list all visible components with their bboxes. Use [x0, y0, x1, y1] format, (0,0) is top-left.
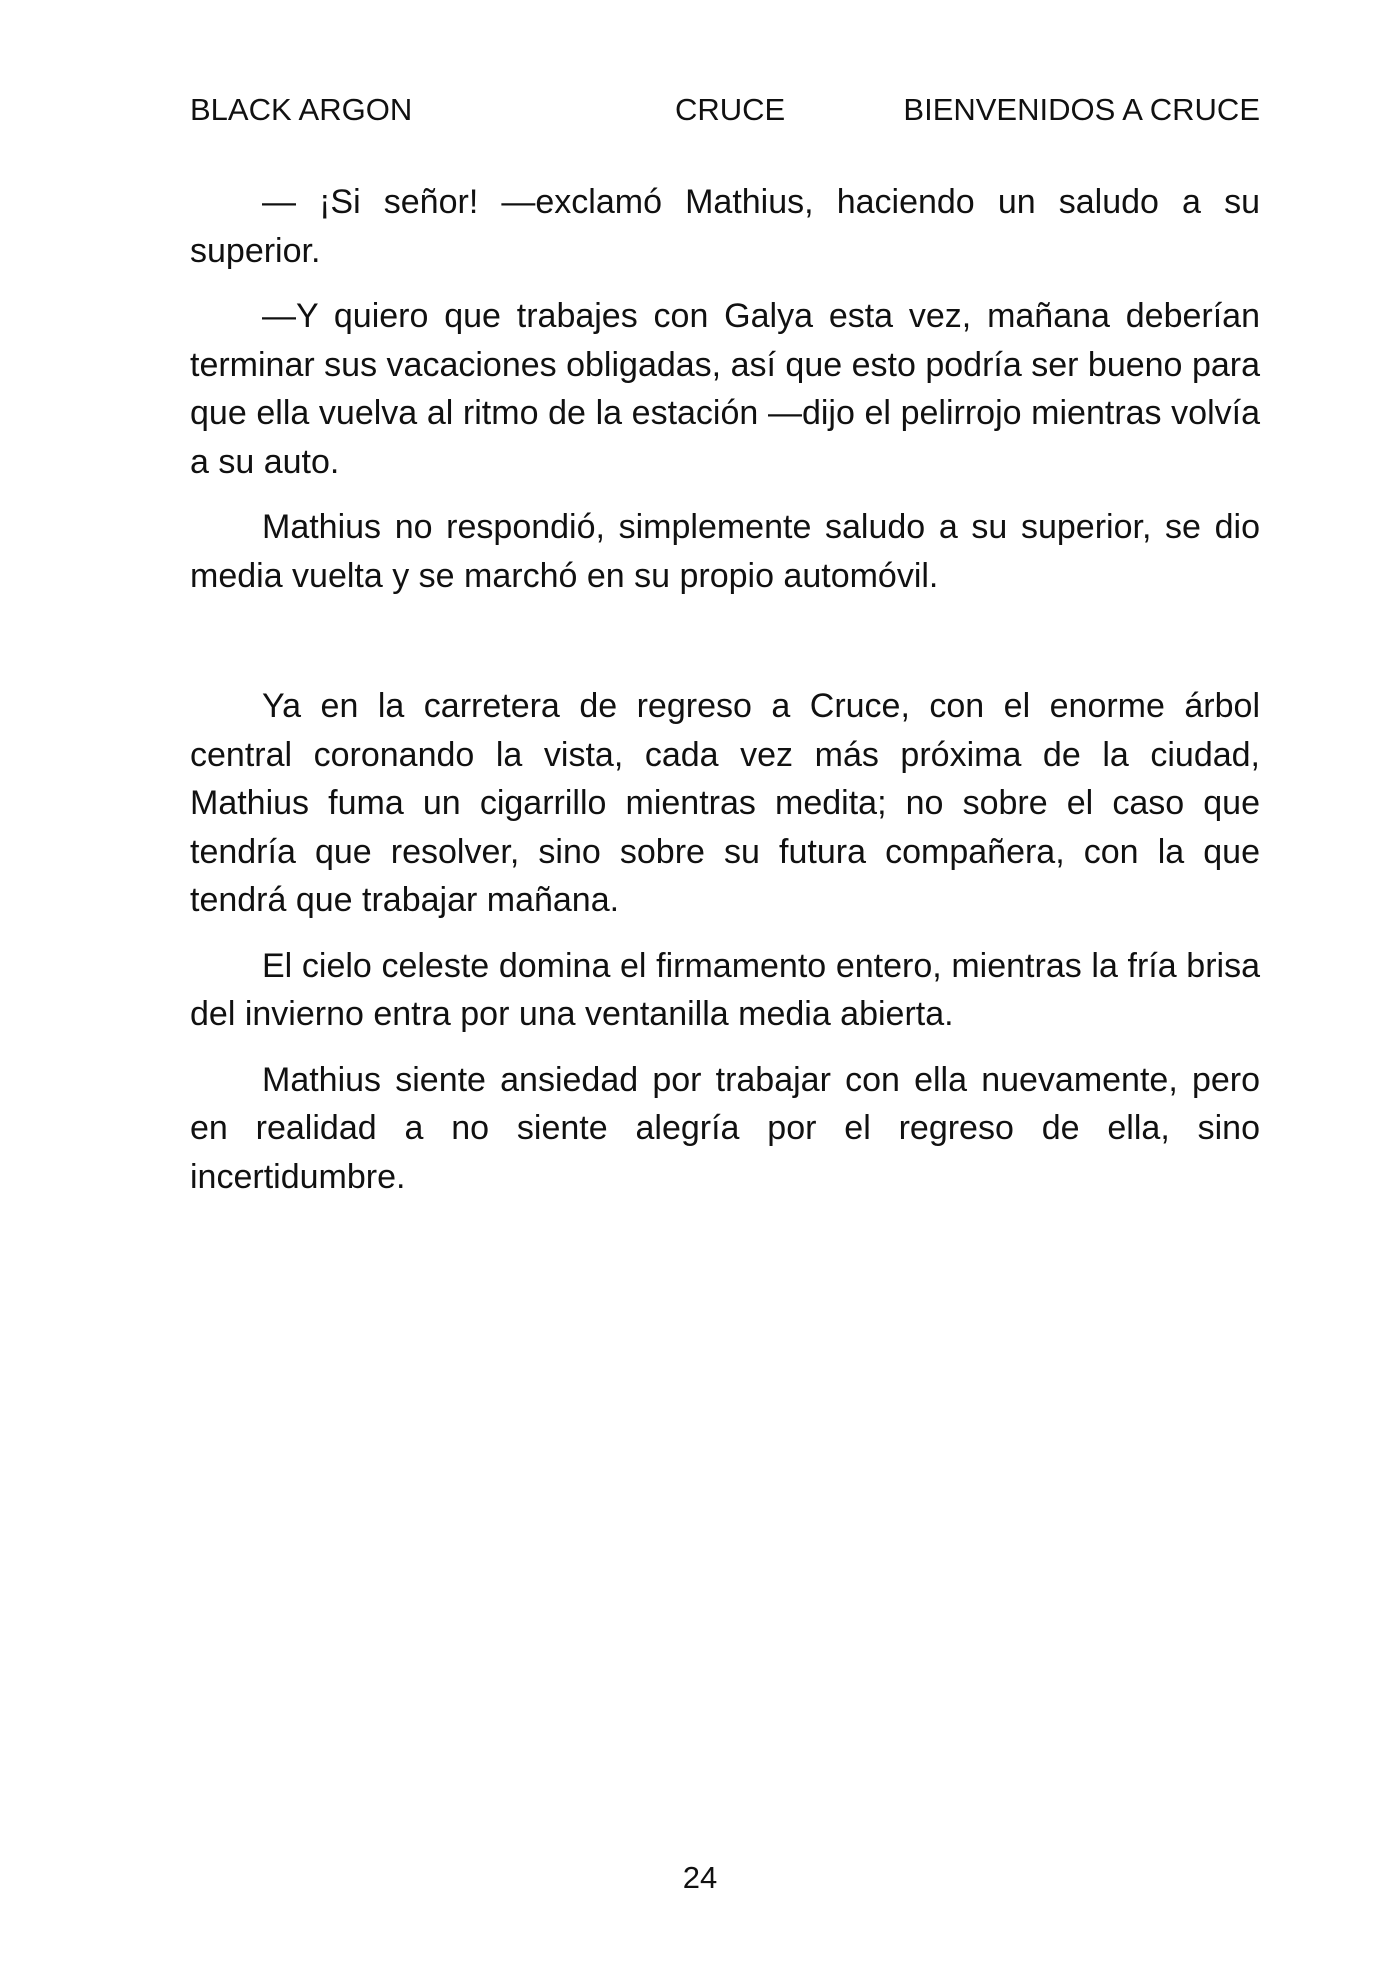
header-author: BLACK ARGON: [190, 92, 413, 127]
running-header: [190, 88, 1260, 132]
paragraph: Mathius no respondió, simplemente saludo a su superior, se dio media vuelta y se marchó en su propio automóvil.: [190, 508, 1260, 595]
header-chapter-title: BIENVENIDOS A CRUCE: [903, 92, 1260, 127]
paragraph: El cielo celeste domina el firmamento entero, mientras la fría brisa del invierno entra por una ventanilla media abierta.: [190, 946, 1260, 1033]
paragraph: Mathius siente ansiedad por trabajar con ella nuevamente, pero en realidad a no siente alegría por el regreso de ella, sino incertidumbre.: [190, 1060, 1260, 1196]
page-number: 24: [682, 1860, 718, 1895]
header-book-title: CRUCE: [675, 92, 786, 127]
paragraph: —Y quiero que trabajes con Galya esta vez, mañana deberían terminar sus vacaciones obligadas, así que esto podría ser bueno para que ella vuelva al ritmo de la estación —dijo el pelirrojo mientras volvía a su auto.: [190, 297, 1260, 481]
page-body: [190, 178, 1260, 1218]
paragraph: Ya en la carretera de regreso a Cruce, con el enorme árbol central coronando la vista, cada vez más próxima de la ciudad, Mathius fuma un cigarrillo mientras medita; no sobre el caso que tendría que resolver, sino sobre su futura compañera, con la que tendrá que trabajar mañana.: [190, 687, 1260, 919]
paragraph: — ¡Si señor! —exclamó Mathius, haciendo un saludo a su superior.: [190, 183, 1260, 270]
